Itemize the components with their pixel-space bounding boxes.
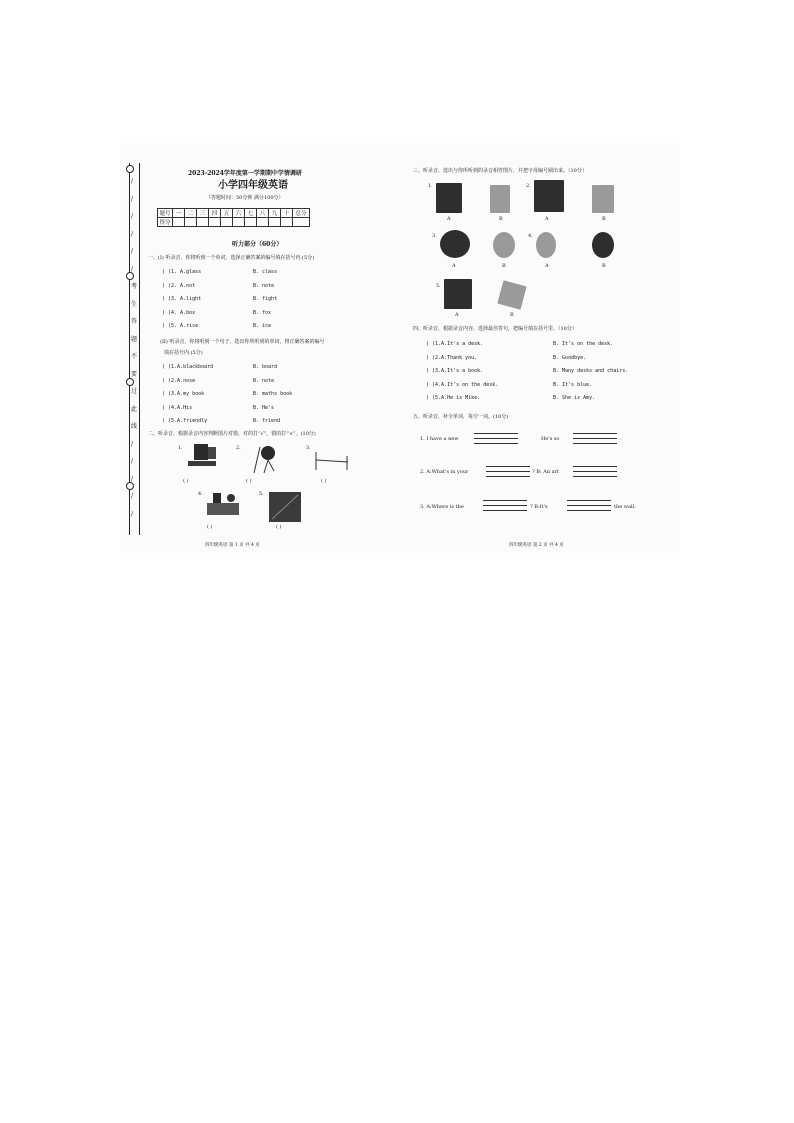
listening-title: 听力部分（60分） (232, 241, 283, 248)
binding-hole (126, 272, 134, 280)
question-option-a: ( )4. A.box (162, 309, 196, 316)
blank-line[interactable] (486, 471, 530, 472)
blank-line[interactable] (483, 510, 527, 511)
question-option-b: B. It's on the desk. (553, 341, 614, 347)
binding-margin-char: / (131, 475, 134, 483)
score-table (157, 208, 310, 227)
blank-line[interactable] (474, 438, 518, 439)
score-cell[interactable] (197, 218, 209, 227)
binding-margin-char: / (131, 458, 134, 465)
score-header-cell: 总分 (293, 209, 310, 218)
question-option-a: ( )1. A.glass (162, 269, 202, 275)
binding-margin-char: 题 (131, 335, 138, 343)
binding-margin-char: / (131, 510, 134, 518)
blank-line[interactable] (567, 510, 611, 511)
s3-picture-3b (493, 232, 515, 258)
s3-picture-2b (592, 185, 614, 213)
s3-letter[interactable]: A (545, 216, 549, 222)
blank-line[interactable] (474, 433, 518, 434)
section3-title: 三、听录音，选出与你所听到的录音相符图片，并把字母编号圈出来。（10分） (413, 168, 587, 174)
binding-line-left (129, 163, 130, 535)
s3-picture-4a (536, 232, 556, 258)
s3-num-3: 3. (432, 233, 437, 239)
question-option-a: ( )5. A.rice (162, 323, 199, 329)
question-option-a: ( )2.A.Thank you. (426, 354, 478, 361)
question-option-a: ( )1.A.It's a desk. (426, 341, 484, 347)
binding-margin-char: / (131, 213, 134, 220)
blank-line[interactable] (573, 471, 617, 472)
question-option-a: ( )3. A.light (162, 296, 202, 302)
question-option-b: B. maths book (253, 391, 293, 397)
answer-paren-1[interactable]: ( ) (183, 478, 189, 484)
pic-number-5: 5. (259, 491, 264, 497)
s5-line3-c: the wall. (614, 504, 636, 510)
answer-paren-2[interactable]: ( ) (246, 478, 252, 484)
blackboard-picture (314, 448, 350, 472)
answer-paren-5[interactable]: ( ) (276, 524, 282, 530)
question-option-b: B. friend (253, 418, 281, 424)
exam-subtitle: 小学四年级英语 (218, 180, 288, 191)
s5-line2-a: 2. A:What's in your (420, 469, 469, 475)
score-header-cell: 七 (245, 209, 257, 218)
s3-num-4: 4. (528, 233, 533, 239)
binding-margin-char: 考 (131, 283, 138, 290)
s3-letter[interactable]: B (602, 216, 606, 222)
binding-margin-char: 此 (131, 405, 138, 413)
s3-letter[interactable]: A (455, 312, 459, 318)
score-cell[interactable] (185, 218, 197, 227)
blank-line[interactable] (483, 505, 527, 506)
score-header-cell: 三 (197, 209, 209, 218)
section1-title: 一、(I) 听录音，你将听到一个单词，选择正确答案的编号填在括号内.(5分) (148, 255, 315, 261)
blank-line[interactable] (573, 476, 617, 477)
s3-letter[interactable]: A (452, 263, 456, 269)
pic-number-1: 1. (178, 445, 183, 451)
blank-line[interactable] (486, 466, 530, 467)
section2-title: 二、听录音，根据录音内容判断图片对错，对的打“√”，错的打“×”。(10分) (148, 431, 316, 437)
binding-margin-char: 答 (131, 318, 138, 325)
score-cell[interactable] (257, 218, 269, 227)
s5-line1-b: He's so (541, 436, 560, 442)
s3-letter[interactable]: A (447, 216, 451, 222)
s3-num-5: 5. (436, 283, 441, 289)
footer-left: 四年级英语 第 1 页 共 4 页 (205, 543, 260, 548)
question-option-b: B. ice (253, 323, 272, 329)
s5-line3-a: 3. A:Where is the (420, 504, 464, 510)
question-option-b: B. Many desks and chairs. (553, 368, 629, 374)
blank-line[interactable] (567, 505, 611, 506)
score-header-cell: 五 (221, 209, 233, 218)
score-cell[interactable] (221, 218, 233, 227)
s5-line1-a: 1. I have a new (420, 436, 459, 442)
question-option-b: B. board (253, 364, 278, 370)
s3-letter[interactable]: B (502, 263, 506, 269)
binding-margin-char: 线 (131, 423, 138, 430)
binding-margin-char: / (131, 230, 134, 238)
s3-num-1: 1. (428, 183, 433, 189)
blank-line[interactable] (573, 438, 617, 439)
section1-part2-title: (II) 听录音，你将听到一个句子，选出你所听到的单词，将正确答案的编号 (160, 339, 325, 345)
score-header-cell: 九 (269, 209, 281, 218)
binding-margin-char: / (131, 440, 134, 448)
binding-hole (126, 165, 134, 173)
binding-hole (126, 482, 134, 490)
score-header-cell: 一 (173, 209, 185, 218)
s5-line2-c: . (620, 469, 622, 475)
question-option-a: ( )1.A.blackboard (162, 364, 214, 370)
question-option-b: B. She is Amy. (553, 395, 596, 401)
s3-picture-1a (436, 183, 462, 213)
score-cell[interactable] (209, 218, 221, 227)
section5-title: 五、听录音，补全单词，每空一词。(10分) (413, 414, 509, 420)
score-cell[interactable] (245, 218, 257, 227)
binding-margin-char: 要 (131, 370, 138, 378)
pic-number-2: 2. (236, 445, 241, 451)
s3-picture-1b (490, 185, 510, 213)
question-option-a: ( )2.A.nose (162, 377, 196, 384)
desk-picture (203, 489, 243, 519)
question-option-b: B. He's (253, 404, 275, 411)
blank-line[interactable] (573, 433, 617, 434)
question-option-b: B. note (253, 377, 275, 384)
score-header-cell: 二 (185, 209, 197, 218)
binding-margin-char: 过 (131, 388, 138, 395)
question-option-a: ( )2. A.not (162, 282, 196, 289)
pic-number-3: 3. (306, 445, 311, 451)
question-option-b: B. class (253, 269, 278, 275)
question-option-b: B. note (253, 282, 275, 289)
score-cell[interactable] (293, 218, 310, 227)
section4-title: 四、听录音，根据录音内容，选择最佳答句，把编号填在括号里。（10分） (413, 326, 577, 332)
question-option-a: ( )5.A.He is Mike. (426, 395, 481, 401)
exam-info: （答题时间：50分钟 满分100分） (206, 195, 284, 201)
s5-line3-b: ? B:It's (530, 504, 548, 510)
score-cell[interactable] (269, 218, 281, 227)
section1-part2-title2: 填在括号内.(5分) (164, 350, 203, 356)
computer-picture (186, 443, 222, 469)
answer-paren-3[interactable]: ( ) (321, 478, 327, 484)
question-option-a: ( )4.A.It's on the desk. (426, 381, 499, 388)
binding-margin-char: / (131, 178, 134, 185)
footer-right: 四年级英语 第 2 页 共 4 页 (509, 543, 564, 548)
girl-picture (250, 443, 280, 475)
question-option-b: B. Goodbye. (553, 354, 587, 361)
blank-line[interactable] (483, 500, 527, 501)
question-option-b: B. fight (253, 296, 278, 302)
blank-line[interactable] (486, 476, 530, 477)
s3-picture-3a (440, 230, 470, 258)
s3-picture-4b (592, 232, 614, 258)
binding-margin-char: 不 (131, 353, 138, 360)
score-cell[interactable] (281, 218, 293, 227)
score-label-cell: 得分 (158, 218, 173, 227)
blank-line[interactable] (567, 500, 611, 501)
answer-paren-4[interactable]: ( ) (207, 524, 213, 530)
binding-margin-char: / (131, 195, 134, 203)
score-header-cell: 四 (209, 209, 221, 218)
binding-margin-char: / (131, 493, 134, 500)
binding-hole (126, 378, 134, 386)
question-option-a: ( )3.A.It's a book. (426, 368, 484, 374)
binding-margin-char: 生 (131, 300, 138, 308)
score-cell[interactable] (173, 218, 185, 227)
blank-line[interactable] (474, 443, 518, 444)
binding-line-right (139, 163, 140, 535)
binding-margin-char: / (131, 248, 134, 255)
s3-picture-5a (444, 279, 472, 309)
s3-num-2: 2. (526, 183, 531, 189)
pic-number-4: 4. (198, 491, 203, 497)
score-header-cell: 六 (233, 209, 245, 218)
question-option-b: B. It's blue. (553, 381, 593, 388)
score-header-cell: 题号 (158, 209, 173, 218)
score-header-cell: 十 (281, 209, 293, 218)
binding-margin-char: / (131, 265, 134, 273)
question-option-b: B. fox (253, 309, 272, 316)
score-header-cell: 八 (257, 209, 269, 218)
s3-letter[interactable]: B (499, 216, 503, 222)
s3-picture-2a (534, 180, 564, 212)
book-picture (268, 491, 302, 523)
s3-letter[interactable]: B (510, 312, 514, 318)
s5-line2-b: ? B: An art (532, 469, 560, 475)
question-option-a: ( )5.A.friendly (162, 418, 208, 424)
blank-line[interactable] (573, 443, 617, 444)
s5-line1-c: . (620, 436, 622, 442)
exam-title: 2023-2024学年度第一学期期中学情调研 (188, 170, 302, 177)
score-cell[interactable] (233, 218, 245, 227)
question-option-a: ( )3.A.my book (162, 391, 205, 397)
s3-letter[interactable]: B (602, 263, 606, 269)
blank-line[interactable] (573, 466, 617, 467)
question-option-a: ( )4.A.His (162, 404, 193, 411)
s3-letter[interactable]: A (545, 263, 549, 269)
